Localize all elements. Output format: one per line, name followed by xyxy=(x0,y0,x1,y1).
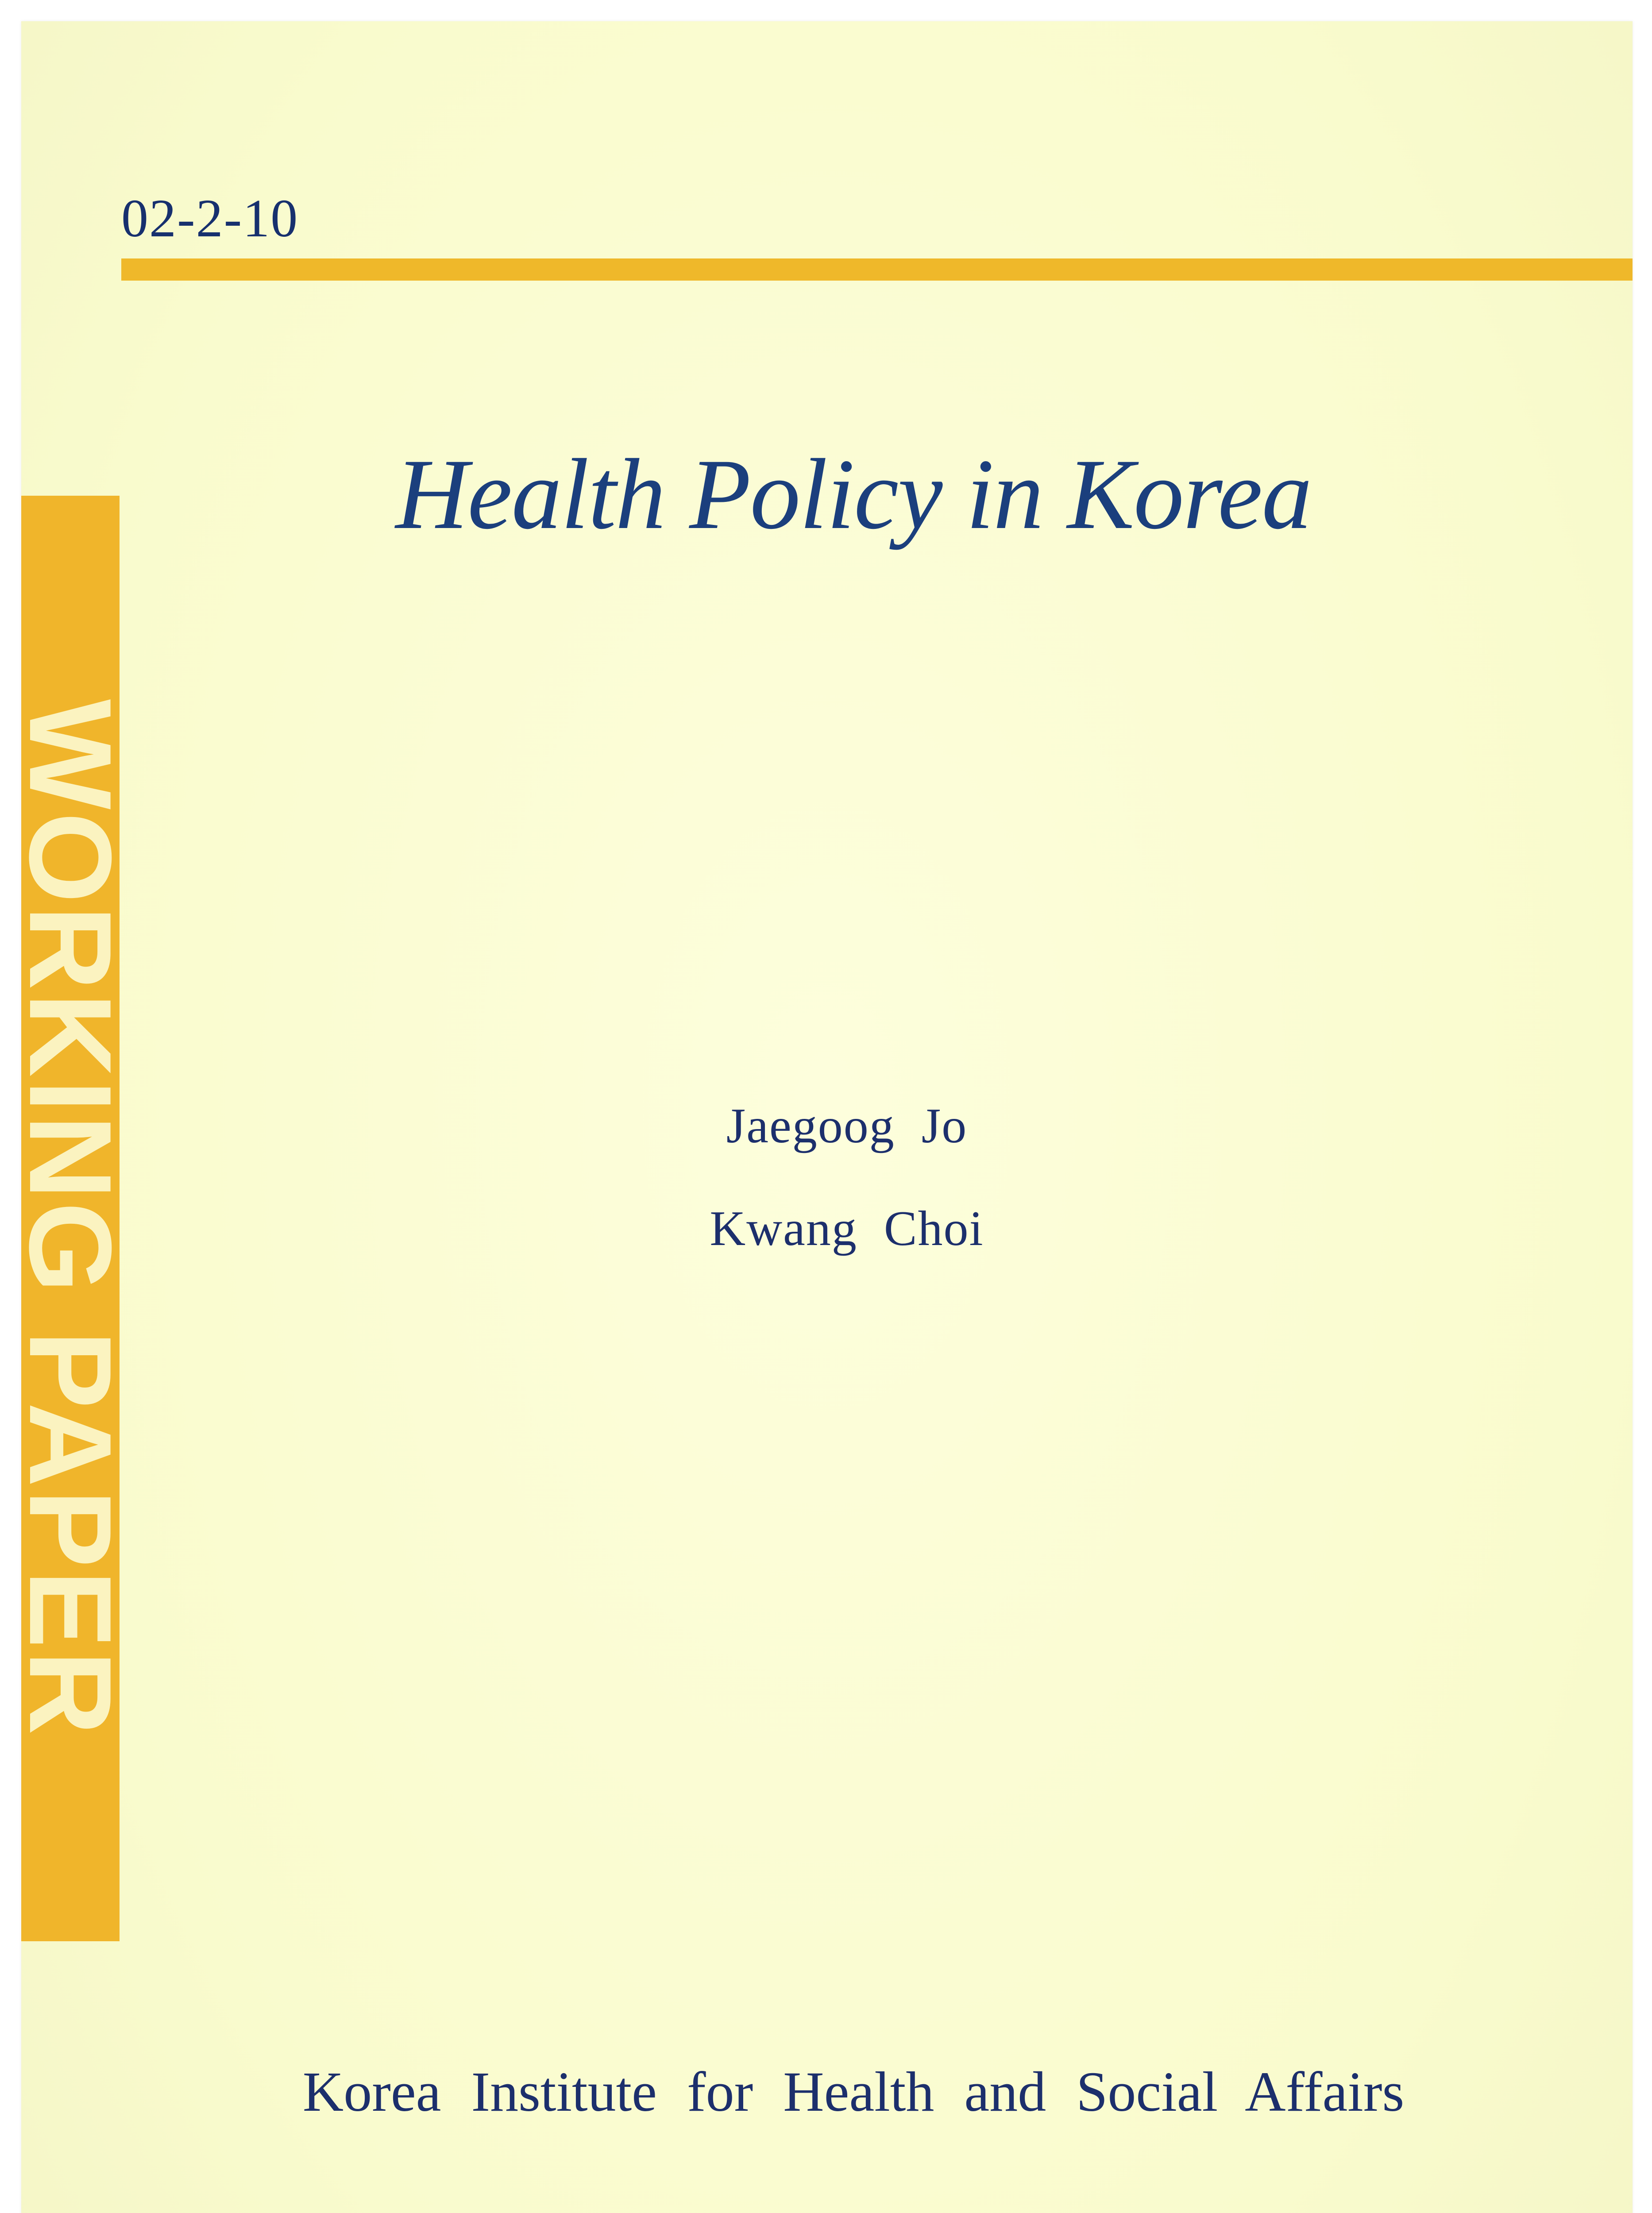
series-number: 02-2-10 xyxy=(121,189,299,248)
author-list xyxy=(21,1101,1633,1307)
publisher-name: Korea Institute for Health and Social Affairs xyxy=(302,2060,1405,2123)
author-name: Jaegoog Jo xyxy=(726,1099,968,1153)
author-name: Kwang Choi xyxy=(710,1201,984,1256)
top-accent-rule xyxy=(121,258,1633,281)
side-band-label: WORKING PAPER xyxy=(5,699,136,1738)
book-cover xyxy=(5,21,1633,2213)
document-title: Health Policy in Korea xyxy=(395,439,1312,550)
